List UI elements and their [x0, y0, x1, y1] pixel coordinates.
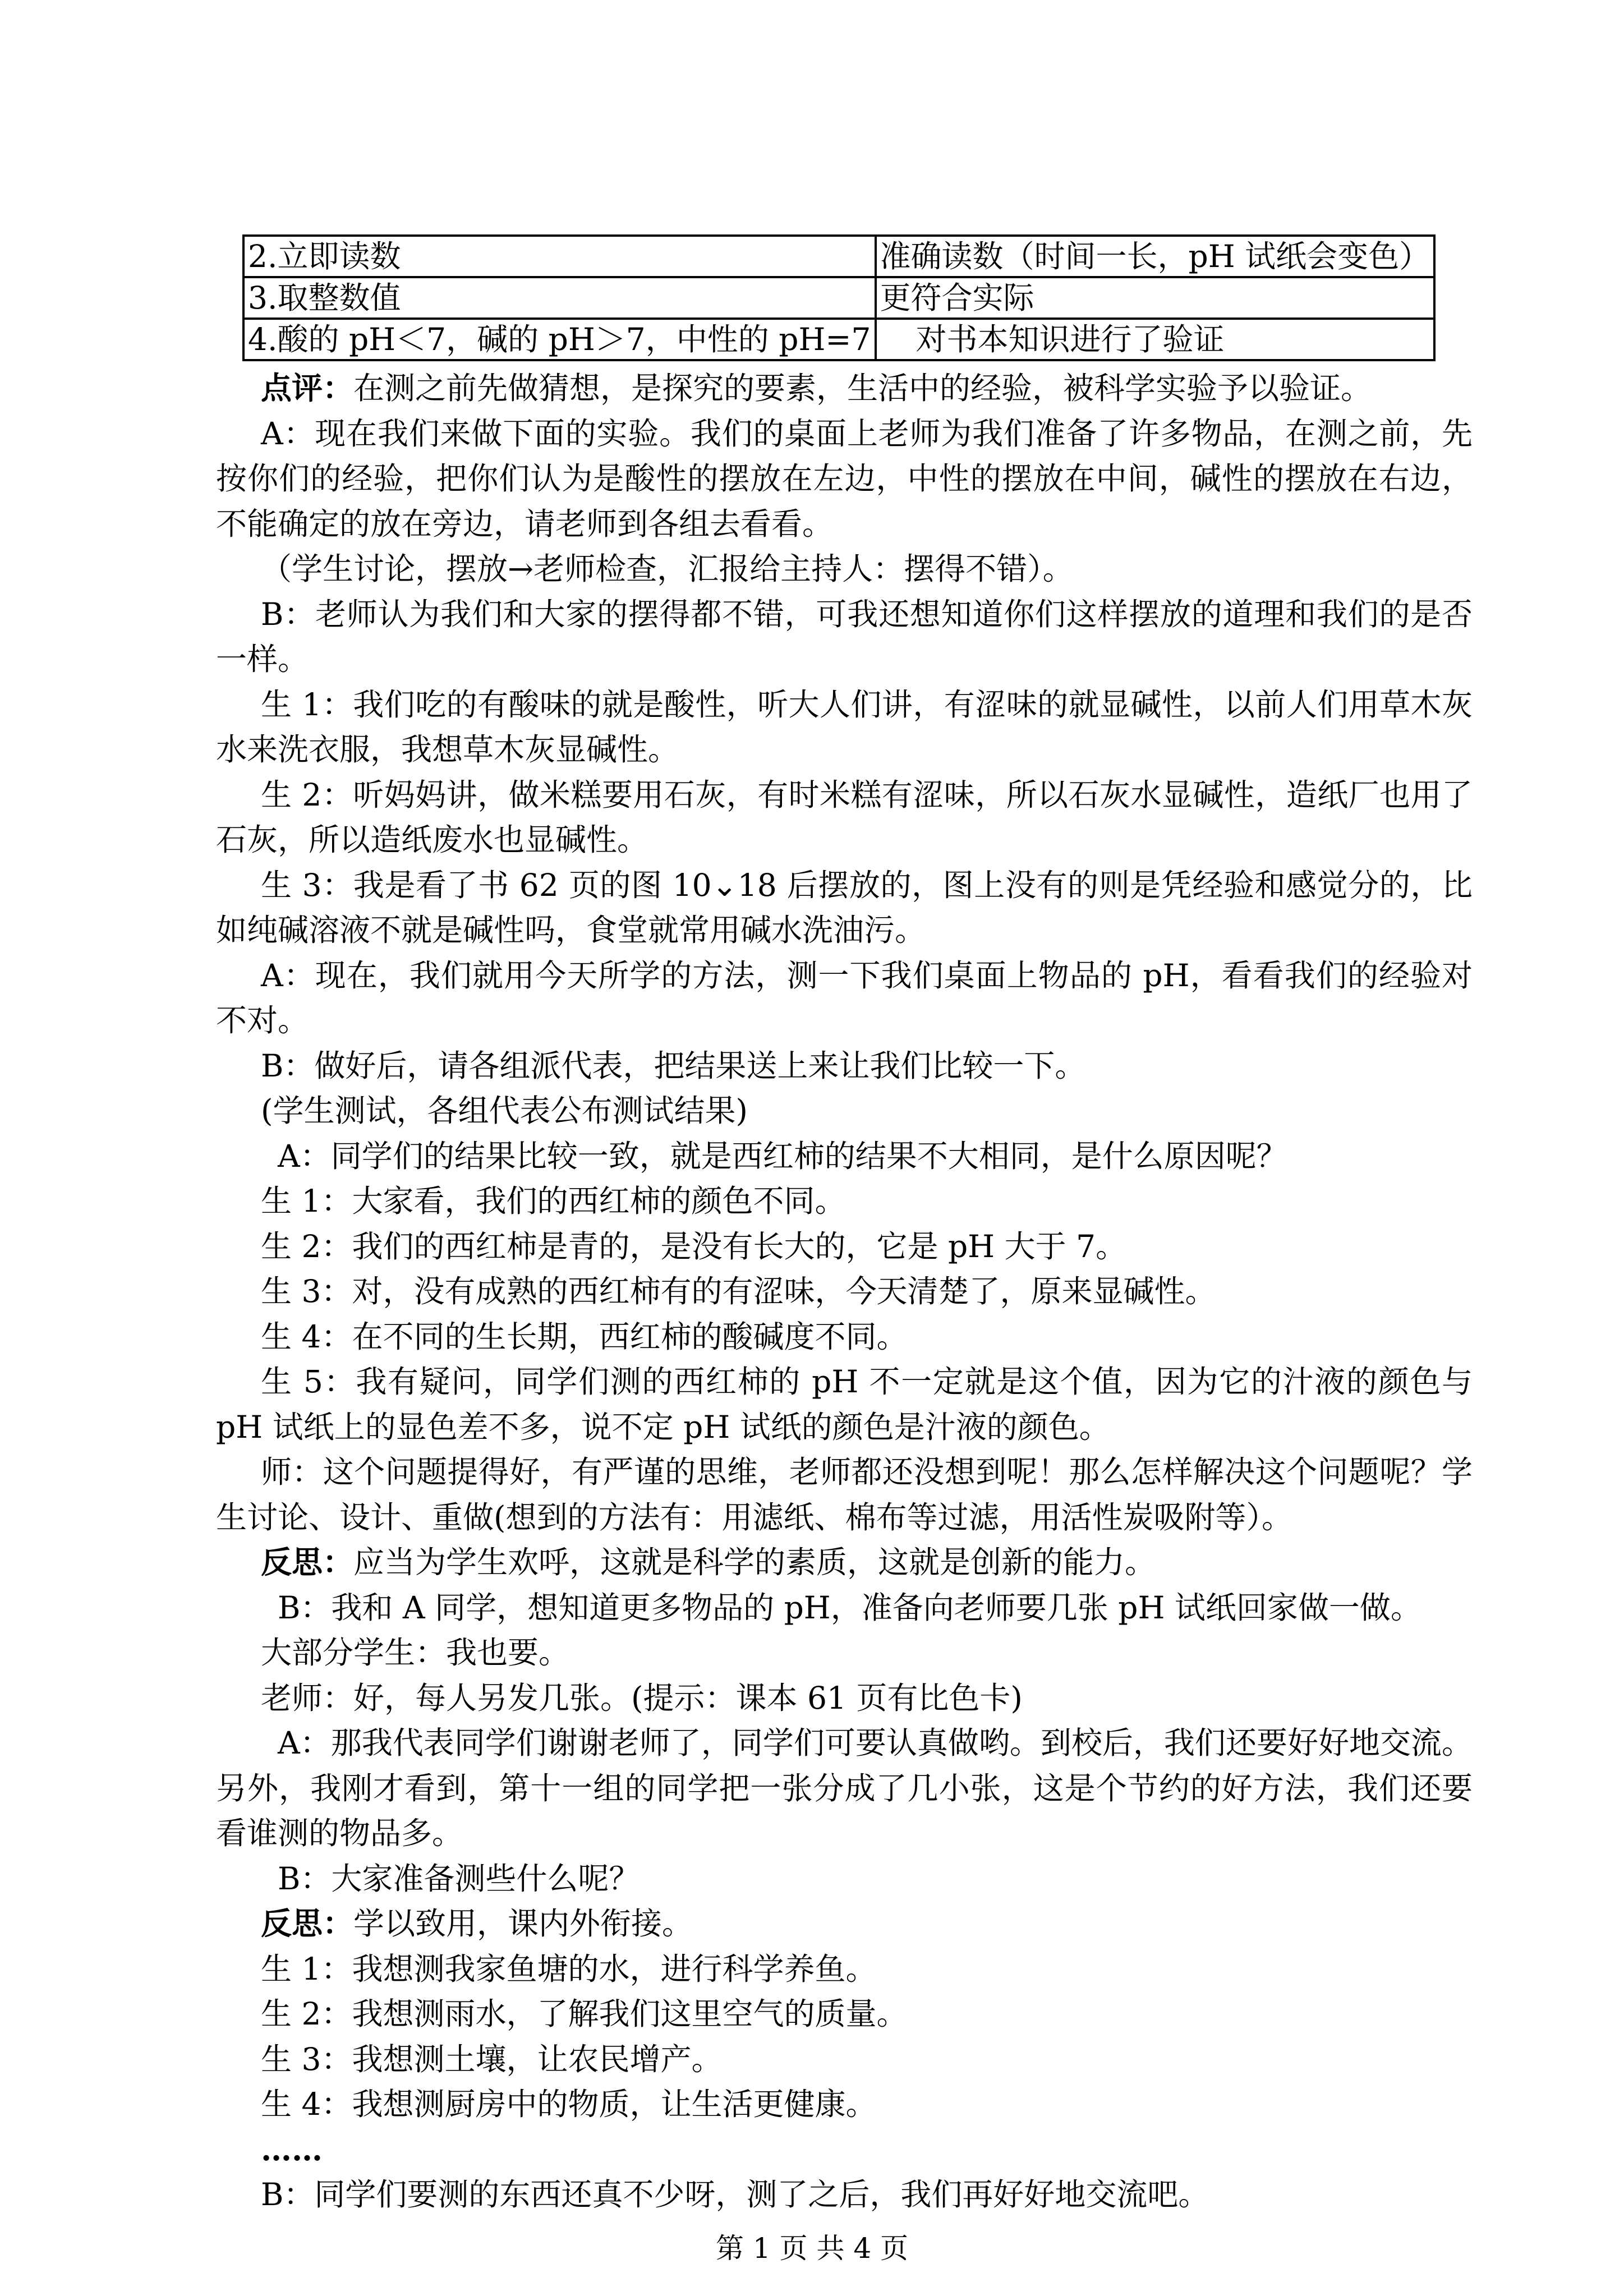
- paragraph-text: A：现在，我们就用今天所学的方法，测一下我们桌面上物品的 pH，看看我们的经验对不对。: [216, 957, 1473, 1038]
- paragraph-label: 反思：: [261, 1544, 354, 1580]
- paragraph-text: 大部分学生：我也要。: [261, 1635, 570, 1671]
- paragraph: [216, 1359, 1473, 1450]
- table-cell: 对书本知识进行了验证: [876, 319, 1435, 360]
- paragraph: [216, 2172, 1473, 2217]
- paragraph-label: 反思：: [261, 1905, 354, 1941]
- table-cell: 4.酸的 pH＜7，碱的 pH＞7，中性的 pH=7: [243, 319, 876, 360]
- paragraph: [216, 1269, 1473, 1314]
- paragraph: [216, 1901, 1473, 1947]
- paragraph: [216, 1224, 1473, 1269]
- paragraph-text: 生 3：对，没有成熟的西红柿有的有涩味，今天清楚了，原来显碱性。: [261, 1273, 1216, 1309]
- table-cell: 更符合实际: [876, 277, 1435, 319]
- table-row: [243, 236, 1434, 277]
- paragraph: [216, 1947, 1473, 1992]
- paragraph-text: 老师：好，每人另发几张。(提示：课本 61 页有比色卡): [261, 1680, 1023, 1716]
- paragraph-text: 生 3：我想测土壤，让农民增产。: [261, 2041, 723, 2077]
- paragraph-label: 点评：: [261, 370, 354, 406]
- paragraph-text: B：大家准备测些什么呢？: [278, 1860, 640, 1897]
- paragraph: [216, 1134, 1473, 1179]
- page-footer: 第 1 页 共 4 页: [715, 2232, 909, 2265]
- paragraph: [216, 1856, 1473, 1902]
- paragraph-text: B：我和 A 同学，想知道更多物品的 pH，准备向老师要几张 pH 试纸回家做一做。: [278, 1589, 1421, 1626]
- paragraph: [216, 546, 1473, 592]
- paragraph: [216, 1043, 1473, 1089]
- paragraph-text: 生 3：我是看了书 62 页的图 10⌄18 后摆放的，图上没有的则是凭经验和感觉分的，比如纯碱溶液不就是碱性吗，食堂就常用碱水洗油污。: [216, 867, 1473, 948]
- table-cell: 3.取整数值: [243, 277, 876, 319]
- paragraph-text: (学生测试，各组代表公布测试结果): [261, 1093, 748, 1129]
- paragraph-text: 生 1：我们吃的有酸味的就是酸性，听大人们讲，有涩味的就显碱性，以前人们用草木灰水来洗衣服，我想草木灰显碱性。: [216, 686, 1473, 767]
- paragraph-text: 学以致用，课内外衔接。: [353, 1906, 693, 1941]
- paragraph: [216, 682, 1473, 772]
- paragraph: [216, 1720, 1473, 1856]
- paragraph: [216, 953, 1473, 1043]
- paragraph: [216, 1585, 1473, 1631]
- paragraph: [216, 1676, 1473, 1721]
- paragraph-text: 生 2：我们的西红柿是青的，是没有长大的，它是 pH 大于 7。: [261, 1228, 1127, 1264]
- paragraph: [216, 366, 1473, 411]
- paragraph: [216, 592, 1473, 682]
- paragraph: [216, 863, 1473, 953]
- paragraph: [216, 1179, 1473, 1224]
- paragraph-text: ……: [261, 2131, 323, 2168]
- paragraph-text: A：同学们的结果比较一致，就是西红柿的结果不大相同，是什么原因呢？: [278, 1138, 1287, 1174]
- paragraph: [216, 1450, 1473, 1540]
- paragraph: [216, 1314, 1473, 1360]
- paragraph: [216, 2127, 1473, 2173]
- paragraph-text: 应当为学生欢呼，这就是科学的素质，这就是创新的能力。: [353, 1544, 1156, 1580]
- table-row: [243, 319, 1434, 360]
- paragraph-text: B：同学们要测的东西还真不少呀，测了之后，我们再好好地交流吧。: [261, 2177, 1209, 2212]
- paragraph: [216, 772, 1473, 863]
- paragraph-text: 生 4：我想测厨房中的物质，让生活更健康。: [261, 2086, 877, 2122]
- ph-results-table: [242, 234, 1436, 361]
- paragraph: [216, 2082, 1473, 2127]
- paragraph: [216, 2037, 1473, 2082]
- paragraph-text: （学生讨论，摆放→老师检查，汇报给主持人：摆得不错）。: [261, 551, 1074, 587]
- table-row: [243, 277, 1434, 319]
- paragraph-text: 生 2：听妈妈讲，做米糕要用石灰，有时米糕有涩味，所以石灰水显碱性，造纸厂也用了石灰，所以造纸废水也显碱性。: [216, 776, 1473, 858]
- paragraph: [216, 1991, 1473, 2037]
- paragraph-text: 生 4：在不同的生长期，西红柿的酸碱度不同。: [261, 1318, 908, 1355]
- paragraph-text: 生 5：我有疑问，同学们测的西红柿的 pH 不一定就是这个值，因为它的汁液的颜色与 pH 试纸上的显色差不多，说不定 pH 试纸的颜色是汁液的颜色。: [216, 1364, 1473, 1445]
- paragraph: [216, 1540, 1473, 1585]
- body-text: [216, 366, 1473, 2217]
- paragraph-text: A：现在我们来做下面的实验。我们的桌面上老师为我们准备了许多物品，在测之前，先按你们的经验，把你们认为是酸性的摆放在左边，中性的摆放在中间，碱性的摆放在右边，不能确定的放在旁边，请老师到各组去看看。: [216, 415, 1473, 542]
- table-cell: 2.立即读数: [243, 236, 876, 277]
- paragraph: [216, 411, 1473, 547]
- paragraph-text: 在测之前先做猜想，是探究的要素，生活中的经验，被科学实验予以验证。: [353, 370, 1372, 406]
- paragraph-text: 生 1：我想测我家鱼塘的水，进行科学养鱼。: [261, 1950, 877, 1987]
- paragraph: [216, 1630, 1473, 1676]
- paragraph-text: B：做好后，请各组派代表，把结果送上来让我们比较一下。: [261, 1047, 1086, 1084]
- table-cell: 准确读数（时间一长，pH 试纸会变色）: [876, 236, 1435, 277]
- paragraph-text: 生 1：大家看，我们的西红柿的颜色不同。: [261, 1183, 846, 1219]
- paragraph-text: 师：这个问题提得好，有严谨的思维，老师都还没想到呢！那么怎样解决这个问题呢？学生讨论、设计、重做(想到的方法有：用滤纸、棉布等过滤，用活性炭吸附等）。: [216, 1454, 1473, 1535]
- paragraph-text: A：那我代表同学们谢谢老师了，同学们可要认真做哟。到校后，我们还要好好地交流。另外，我刚才看到，第十一组的同学把一张分成了几小张，这是个节约的好方法，我们还要看谁测的物品多。: [216, 1725, 1473, 1851]
- paragraph-text: B：老师认为我们和大家的摆得都不错，可我还想知道你们这样摆放的道理和我们的是否一样。: [216, 596, 1473, 677]
- paragraph: [216, 1088, 1473, 1134]
- paragraph-text: 生 2：我想测雨水，了解我们这里空气的质量。: [261, 1996, 908, 2032]
